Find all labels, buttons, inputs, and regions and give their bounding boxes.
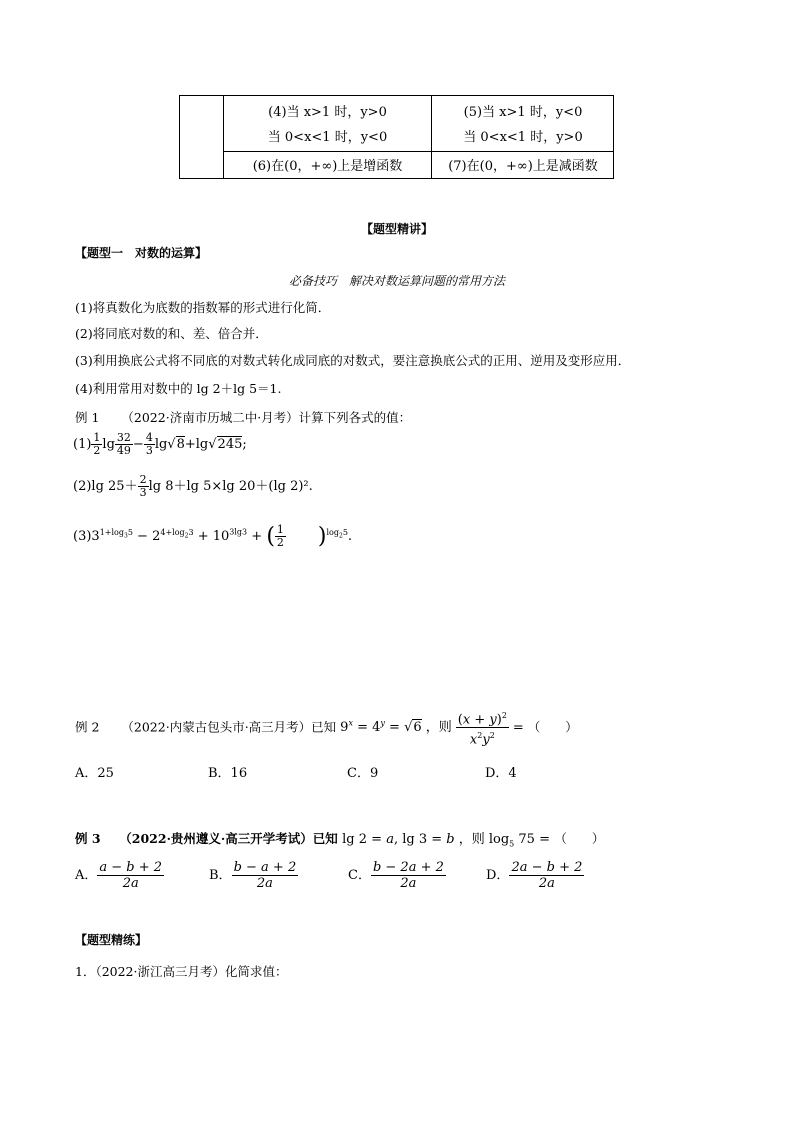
table-cell (224, 101, 431, 120)
equation: lg 2 = a, lg 3 = b ，则 $\log_5 75$ = (342, 832, 550, 849)
example-source: （2022·济南市历城二中·月考）计算下列各式的值： (121, 410, 412, 425)
table-cell (432, 101, 614, 120)
table-cell (432, 126, 614, 145)
practice-question-1: 1．（2022·浙江高三月考）化简求值： (75, 964, 288, 979)
equation-fraction: $\frac{(x + y)^2}{x^2y^2}$ (456, 708, 509, 748)
tip-line: (4)利用常用对数中的 lg 2＋lg 5＝1. (75, 381, 282, 396)
cell-line: (4)当 x>1 时，y>0 (268, 105, 387, 120)
type1-title: 【题型一 对数的运算】 (75, 246, 208, 260)
property-table (179, 95, 614, 179)
table-cell (224, 126, 431, 145)
part-prefix: (2)lg 25＋ (73, 479, 138, 494)
table-cell (224, 155, 431, 174)
tip-line: (3)利用换底公式将不同底的对数式转化成同底的对数式，要注意换底公式的正用、逆用及变形应用． (75, 353, 631, 368)
section-heading: 【题型精讲】 (360, 222, 433, 236)
option-d: D． $\frac{2a - b + 2}{2a}$ (486, 860, 583, 891)
cell-line: 当 0<x<1 时，y>0 (463, 130, 583, 145)
example-2-header: 例 2 （2022·内蒙古包头市·高三月考）已知 $9^x = 4^y = √6$ ，则 $\frac{(x + y)^2}{x^2y^2}$ = （ ） (75, 708, 578, 748)
option-b: B．16 (208, 766, 248, 781)
answer-blank: （ ） (554, 831, 605, 846)
option-a: A．25 (75, 766, 114, 781)
example-1-header (75, 408, 411, 426)
example-3-header (75, 828, 604, 849)
skill-title: 必备技巧 解决对数运算问题的常用方法 (288, 274, 505, 288)
example-1-part-3: $(3)3^{1+log_35} - 2^{4+log_23} + 10^{3lg3}$ + ( $\frac{1}{2}$ )$^{log_25}$. (73, 523, 353, 549)
example-1-part-2: (2)lg 25＋ $\frac{2}{3}$ lg 8＋lg 5×lg 20＋(lg 2)². (73, 473, 313, 499)
cell-line: (7)在(0，+∞)上是减函数 (448, 159, 598, 174)
example-source: （2022·贵州遵义·高三开学考试）已知 (119, 831, 338, 846)
part-prefix: (3) (73, 529, 92, 544)
example-label: 例 2 (75, 719, 100, 735)
option-c: C．9 (347, 766, 379, 781)
part-prefix: (1) (73, 437, 92, 452)
table-divider (223, 151, 613, 152)
cell-line: (5)当 x>1 时，y<0 (463, 105, 583, 120)
option-a: A． $\frac{a - b + 2}{2a}$ (75, 860, 163, 891)
table-cell (432, 155, 614, 174)
part-text: lg 8＋lg 5×lg 20＋(lg 2)². (148, 479, 313, 494)
equation: $9^x = 4^y = √6$ ，则 (340, 719, 452, 736)
tip-line: (1)将真数化为底数的指数幂的形式进行化简． (75, 300, 331, 315)
example-label: 例 3 (75, 831, 101, 846)
option-c: C． $\frac{b - 2a + 2}{2a}$ (348, 860, 444, 891)
example-label: 例 1 (75, 410, 100, 425)
example-source: （2022·内蒙古包头市·高三月考）已知 (121, 719, 337, 735)
option-b: B． $\frac{b - a + 2}{2a}$ (209, 860, 297, 891)
answer-blank: （ ） (527, 719, 578, 735)
cell-line: (6)在(0，+∞)上是增函数 (252, 159, 403, 174)
tip-line: (2)将同底对数的和、差、倍合并． (75, 326, 268, 341)
cell-line: 当 0<x<1 时，y<0 (267, 130, 388, 145)
option-d: D．4 (485, 766, 517, 781)
practice-heading: 【题型精练】 (75, 933, 148, 947)
example-1-part-1: (1) $\frac{1}{2}$ lg $\frac{32}{49}$ − $\frac{4}{3}$ lg√8+lg√245; (73, 431, 247, 457)
